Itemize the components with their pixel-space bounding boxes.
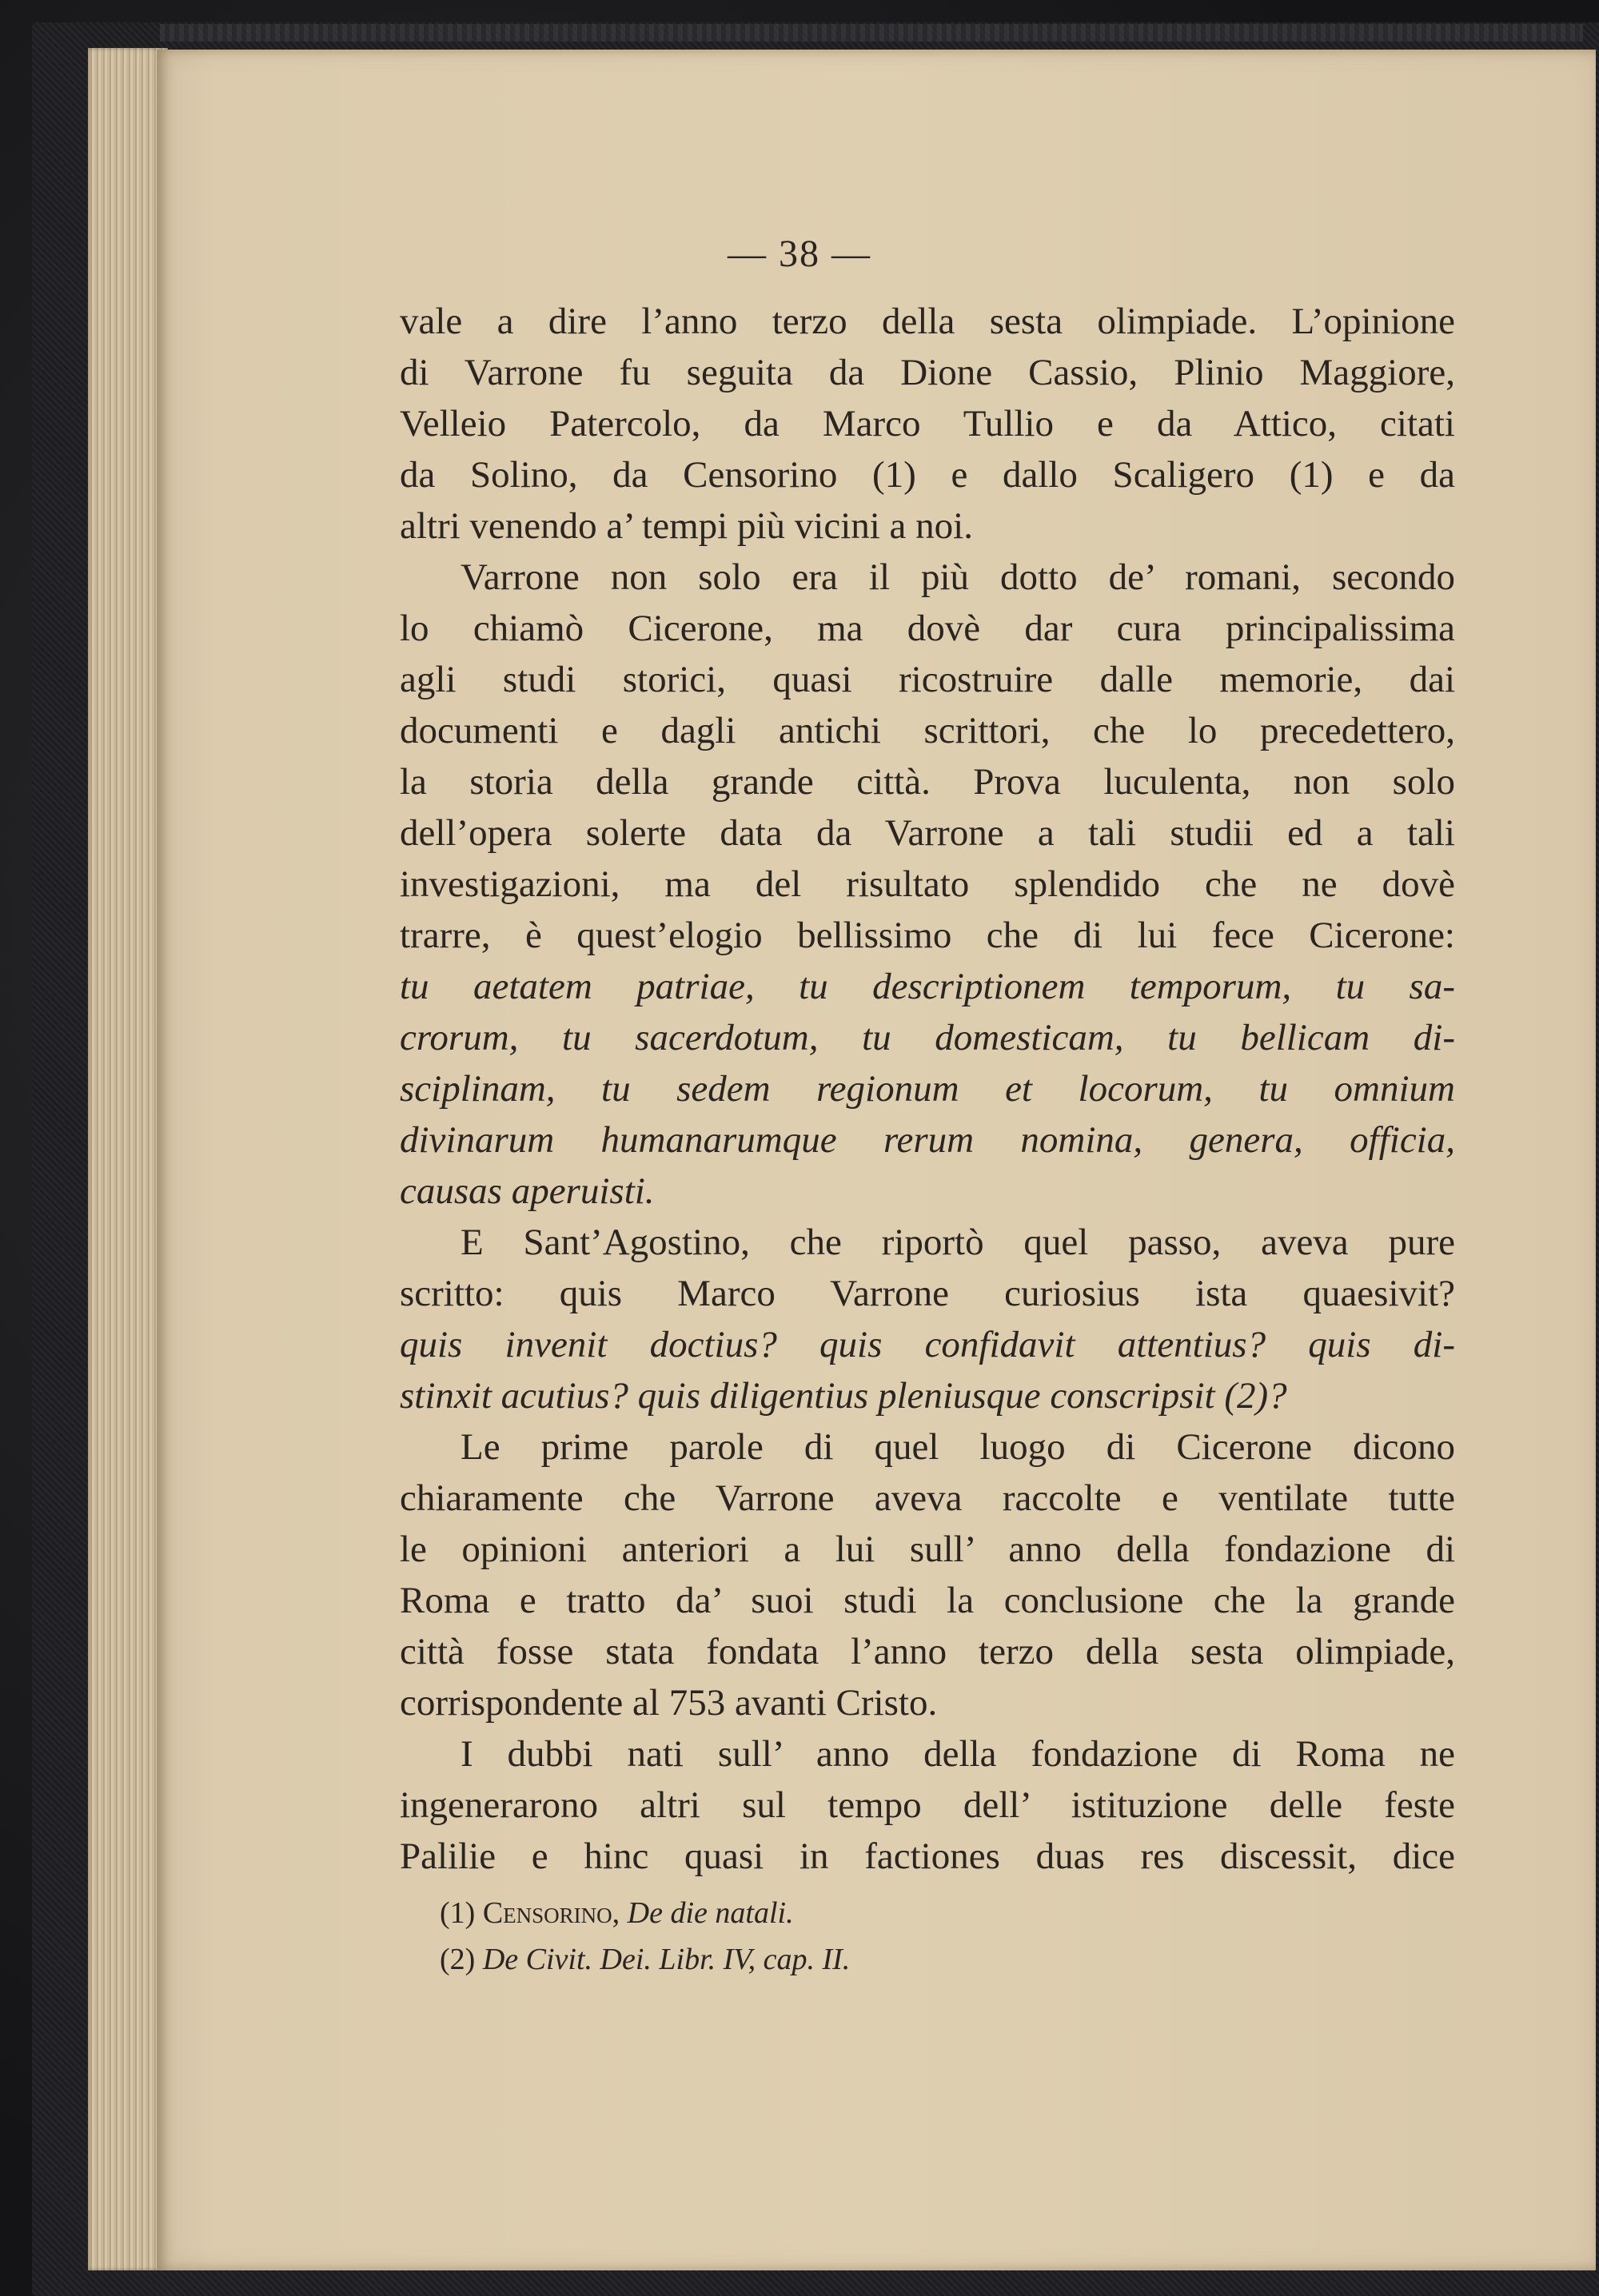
text-line: la storia della grande città. Prova luculenta, non solo <box>400 761 1455 803</box>
quote-line: quis invenit doctius? quis confidavit attentius? quis di- <box>400 1324 1455 1365</box>
text-line: documenti e dagli antichi scrittori, che lo precedettero, <box>400 710 1455 751</box>
text-line: lo chiamò Cicerone, ma dovè dar cura principalissima <box>400 608 1455 649</box>
text-line: vale a dire l’anno terzo della sesta olimpiade. L’opinione <box>400 301 1455 342</box>
text-line: Varrone non solo era il più dotto de’ romani, secondo <box>461 556 1455 598</box>
text-line: ingenerarono altri sul tempo dell’ istituzione delle feste <box>400 1784 1455 1826</box>
text-line: altri venendo a’ tempi più vicini a noi. <box>400 505 973 547</box>
cover-top-strip <box>160 24 1583 42</box>
text-line: corrispondente al 753 avanti Cristo. <box>400 1682 938 1724</box>
footnote-author: Censorino <box>482 1896 612 1930</box>
quote-line: divinarum humanarumque rerum nomina, genera, officia, <box>400 1119 1455 1161</box>
text-line: Velleio Patercolo, da Marco Tullio e da Attico, citati <box>400 403 1455 444</box>
body-text <box>400 296 1455 1882</box>
page-number: — 38 — <box>728 233 871 275</box>
text-line: città fosse stata fondata l’anno terzo della sesta olimpiade, <box>400 1631 1455 1672</box>
text-line: Le prime parole di quel luogo di Cicerone dicono <box>461 1426 1455 1468</box>
footnote-title: De Civit. Dei. Libr. IV, cap. II. <box>482 1943 851 1976</box>
text-line: E Sant’Agostino, che riportò quel passo, aveva pure <box>461 1222 1455 1263</box>
text-line: scritto: quis Marco Varrone curiosius ista quaesivit? <box>400 1273 1455 1314</box>
text-line: agli studi storici, quasi ricostruire dalle memorie, dai <box>400 659 1455 700</box>
text-line: Palilie e hinc quasi in factiones duas res discessit, dice <box>400 1836 1455 1877</box>
footnote-marker: (2) <box>440 1943 476 1976</box>
page-edges <box>88 48 168 2270</box>
footnote-marker: (1) <box>440 1896 476 1930</box>
footnote-title: De die natali. <box>627 1896 794 1930</box>
text-line: chiaramente che Varrone aveva raccolte e ventilate tutte <box>400 1477 1455 1519</box>
footnote-2 <box>440 1936 850 1983</box>
text-line: Roma e tratto da’ suoi studi la conclusione che la grande <box>400 1580 1455 1621</box>
quote-line: causas aperuisti. <box>400 1170 655 1212</box>
text-line: I dubbi nati sull’ anno della fondazione di Roma ne <box>461 1733 1455 1775</box>
text-line: di Varrone fu seguita da Dione Cassio, Plinio Maggiore, <box>400 352 1455 393</box>
text-line: dell’opera solerte data da Varrone a tali studii ed a tali <box>400 812 1455 854</box>
quote-line: crorum, tu sacerdotum, tu domesticam, tu bellicam di- <box>400 1017 1455 1058</box>
text-line: da Solino, da Censorino (1) e dallo Scaligero (1) e da <box>400 454 1455 496</box>
quote-line: stinxit acutius? quis diligentius pleniusque conscripsit (2)? <box>400 1375 1287 1417</box>
footnote-separator: , <box>612 1896 620 1930</box>
text-line: trarre, è quest’elogio bellissimo che di lui fece Cicerone: <box>400 915 1455 956</box>
footnote-1 <box>440 1890 850 1936</box>
footnotes <box>440 1890 850 1983</box>
text-line: investigazioni, ma del risultato splendido che ne dovè <box>400 863 1455 905</box>
quote-line: sciplinam, tu sedem regionum et locorum, tu omnium <box>400 1068 1455 1110</box>
text-line: le opinioni anteriori a lui sull’ anno della fondazione di <box>400 1529 1455 1570</box>
quote-line: tu aetatem patriae, tu descriptionem temporum, tu sa- <box>400 966 1455 1007</box>
